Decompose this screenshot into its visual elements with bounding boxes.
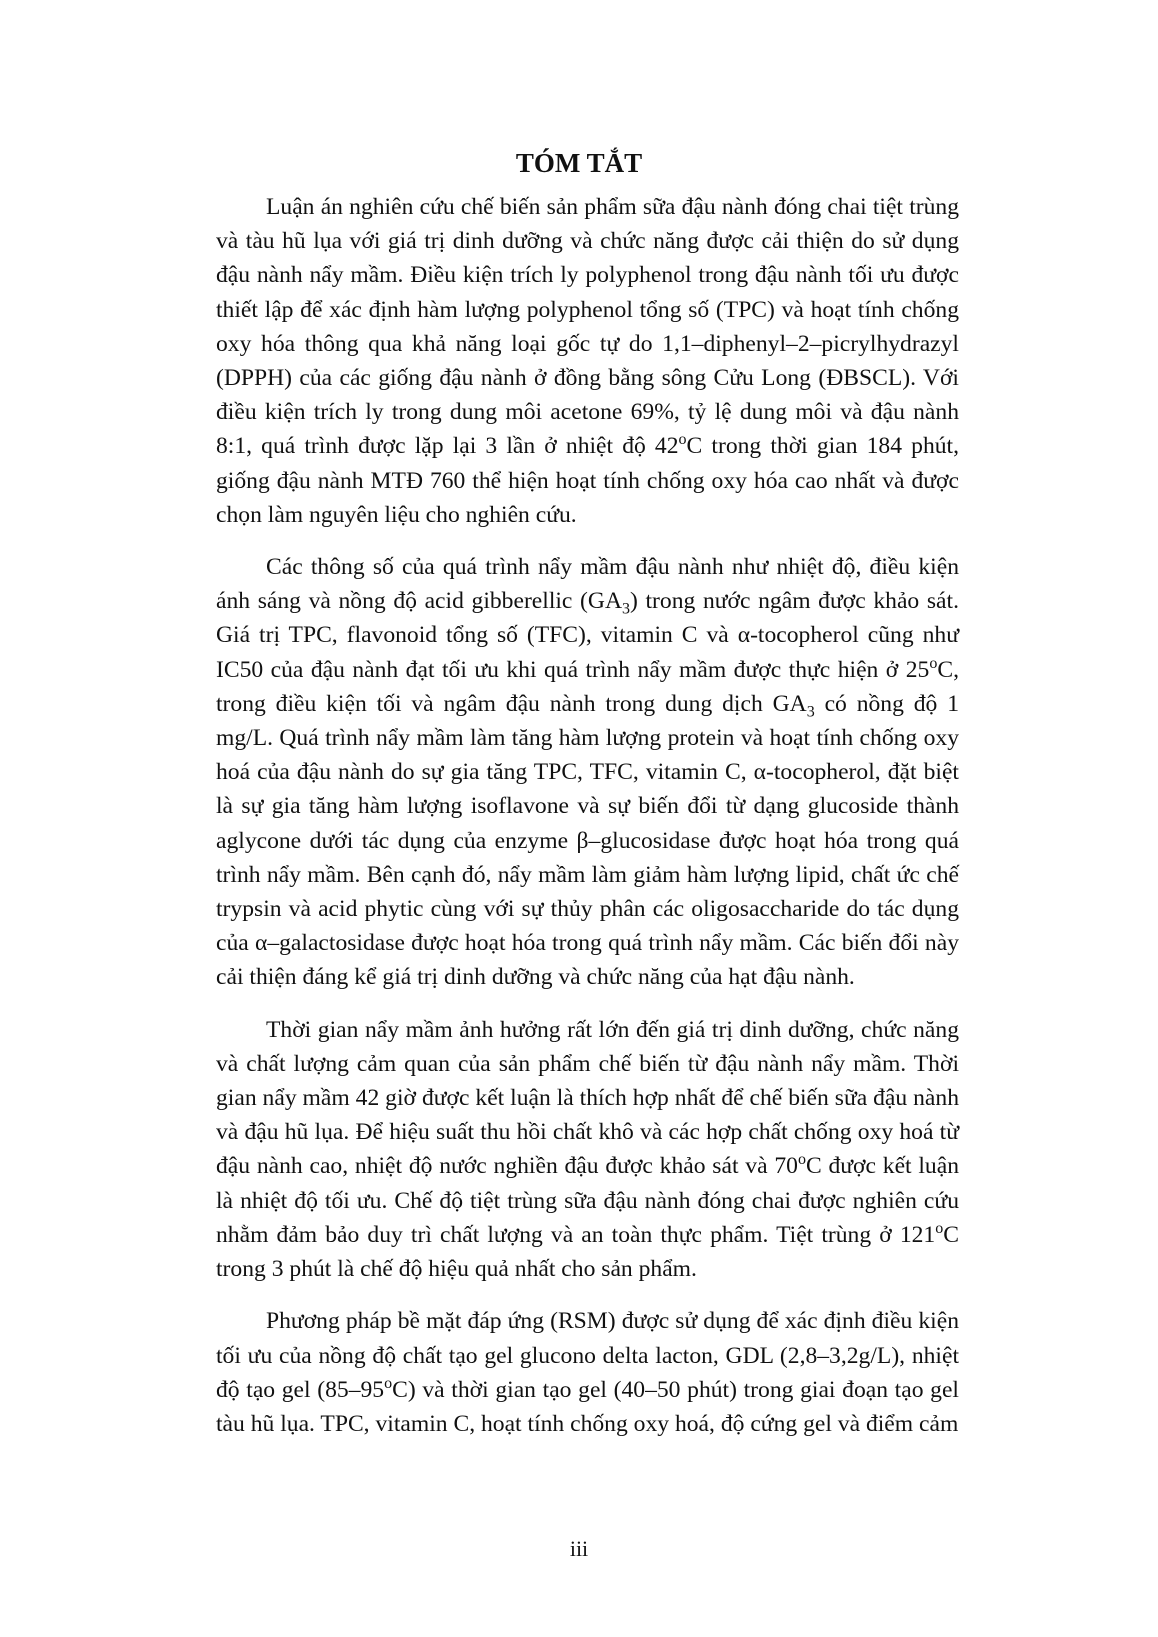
body-text: [216, 190, 959, 1459]
paragraph-4: Phương pháp bề mặt đáp ứng (RSM) được sử dụng để xác định điều kiện tối ưu của nồng độ chất tạo gel glucono delta lacton, GDL (2,8–3,2g/L), nhiệt độ tạo gel (85–95$^o$C) và thời gian tạo gel (40–50 phút) trong giai đoạn tạo gel tàu hũ lụa. TPC, vitamin C, hoạt tính chống oxy hoá, độ cứng gel và điểm cảm: [216, 1308, 959, 1437]
paragraph-2: Các thông số của quá trình nẩy mầm đậu nành như nhiệt độ, điều kiện ánh sáng và nồng độ acid gibberellic $(GA_3)$ trong nước ngâm được khảo sát. Giá trị TPC, flavonoid tổng số (TFC), vitamin C và α-tocopherol cũng như IC50 của đậu nành đạt tối ưu khi quá trình nẩy mầm được thực hiện ở 25$^o$C, trong điều kiện tối và ngâm đậu nành trong dung dịch $GA_3$ có nồng độ 1 mg/L. Quá trình nẩy mầm làm tăng hàm lượng protein và hoạt tính chống oxy hoá của đậu nành do sự gia tăng TPC, TFC, vitamin C, α-tocopherol, đặt biệt là sự gia tăng hàm lượng isoflavone và sự biến đổi từ dạng glucoside thành aglycone dưới tác dụng của enzyme β–glucosidase được hoạt hóa trong quá trình nẩy mầm. Bên cạnh đó, nẩy mầm làm giảm hàm lượng lipid, chất ức chế trypsin và acid phytic cùng với sự thủy phân các oligosaccharide do tác dụng của α–galactosidase được hoạt hóa trong quá trình nẩy mầm. Các biến đổi này cải thiện đáng kể giá trị dinh dưỡng và chức năng của hạt đậu nành.: [216, 554, 959, 991]
paragraph-1: Luận án nghiên cứu chế biến sản phẩm sữa đậu nành đóng chai tiệt trùng và tàu hũ lụa với giá trị dinh dưỡng và chức năng được cải thiện do sử dụng đậu nành nẩy mầm. Điều kiện trích ly polyphenol trong đậu nành tối ưu được thiết lập để xác định hàm lượng polyphenol tổng số (TPC) và hoạt tính chống oxy hóa thông qua khả năng loại gốc tự do 1,1–diphenyl–2–picrylhydrazyl (DPPH) của các giống đậu nành ở đồng bằng sông Cửu Long (ĐBSCL). Với điều kiện trích ly trong dung môi acetone 69%, tỷ lệ dung môi và đậu nành 8:1, quá trình được lặp lại 3 lần ở nhiệt độ 42$^o$C trong thời gian 184 phút, giống đậu nành MTĐ 760 thể hiện hoạt tính chống oxy hóa cao nhất và được chọn làm nguyên liệu cho nghiên cứu.: [216, 194, 959, 528]
page-title: TÓM TẮT: [515, 148, 643, 178]
paragraph-3: Thời gian nẩy mầm ảnh hưởng rất lớn đến giá trị dinh dưỡng, chức năng và chất lượng cảm quan của sản phẩm chế biến từ đậu nành nẩy mầm. Thời gian nẩy mầm 42 giờ được kết luận là thích hợp nhất để chế biến sữa đậu nành và đậu hũ lụa. Để hiệu suất thu hồi chất khô và các hợp chất chống oxy hoá từ đậu nành cao, nhiệt độ nước nghiền đậu được khảo sát và 70$^o$C được kết luận là nhiệt độ tối ưu. Chế độ tiệt trùng sữa đậu nành đóng chai được nghiên cứu nhằm đảm bảo duy trì chất lượng và an toàn thực phẩm. Tiệt trùng ở 121$^o$C trong 3 phút là chế độ hiệu quả nhất cho sản phẩm.: [216, 1016, 959, 1283]
page-number: iii: [569, 1536, 589, 1561]
